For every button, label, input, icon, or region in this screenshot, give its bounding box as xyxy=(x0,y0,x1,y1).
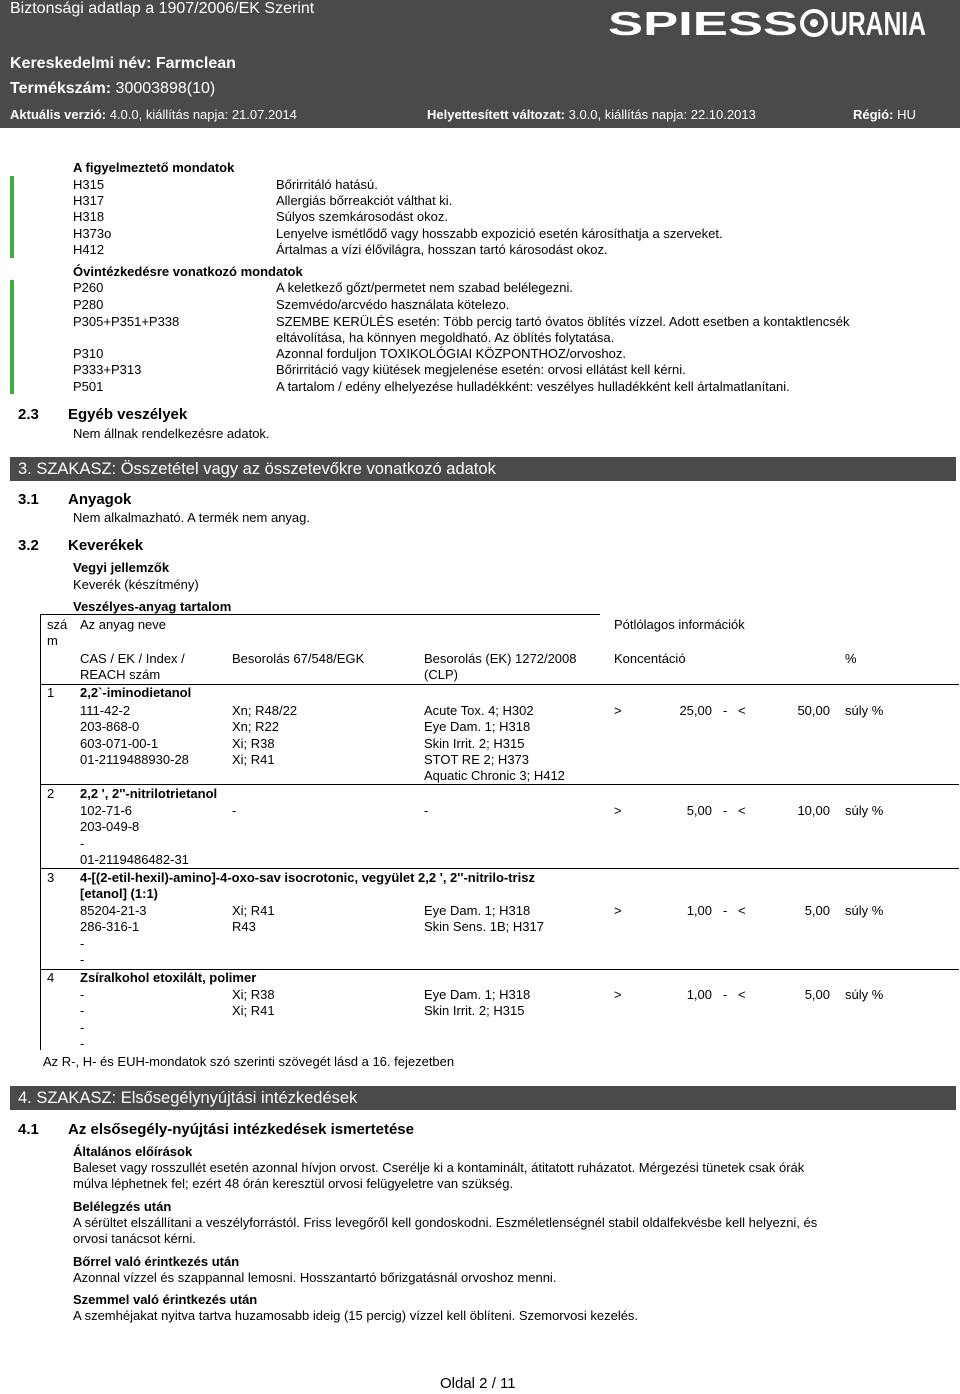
section-3-header: 3. SZAKASZ: Összetétel vagy az összetevőkre vonatkozó adatok xyxy=(10,457,956,481)
classification-clp: Eye Dam. 1; H318 xyxy=(424,903,531,918)
conc-dash: - xyxy=(723,987,728,1002)
classification-clp: Aquatic Chronic 3; H412 xyxy=(424,768,565,783)
substance-id: 286-316-1 xyxy=(80,919,140,934)
precaution-text: Bőrirritáció vagy kiütések megjelenése esetén: orvosi ellátást kell kérni. xyxy=(276,362,686,377)
conc-gt: > xyxy=(614,703,622,718)
section-number: 3.1 xyxy=(18,491,39,508)
chem-title: Vegyi jellemzők xyxy=(73,560,170,575)
firstaid-title: Általános előírások xyxy=(73,1144,193,1159)
substance-name: Zsíralkohol etoxilált, polimer xyxy=(80,970,257,985)
substance-id: - xyxy=(80,1020,85,1035)
table-header-clp: Besorolás (EK) 1272/2008 xyxy=(424,651,577,666)
table-header-percent: % xyxy=(845,651,857,666)
conc-low: 25,00 xyxy=(679,703,712,718)
precaution-text: Szemvédo/arcvédo használata kötelezo. xyxy=(276,297,510,312)
classification-clp: Eye Dam. 1; H318 xyxy=(424,987,531,1002)
conc-high: 50,00 xyxy=(797,703,830,718)
classification-clp: STOT RE 2; H373 xyxy=(424,752,530,767)
classification-67: Xi; R41 xyxy=(232,752,275,767)
classification-67: Xi; R38 xyxy=(232,987,275,1002)
precaution-text: SZEMBE KERÜLÉS esetén: Több percig tartó óvatos öblítés vízzel. Adott esetben a kontaktlencsék xyxy=(276,314,850,329)
substance-id: - xyxy=(80,836,85,851)
substance-id: 203-868-0 xyxy=(80,719,140,734)
substance-id: - xyxy=(80,1003,85,1018)
conc-dash: - xyxy=(723,703,728,718)
section-number: 2.3 xyxy=(18,406,39,423)
hazard-text: Súlyos szemkárosodást okoz. xyxy=(276,209,448,224)
conc-lt: < xyxy=(738,903,746,918)
hazard-code: H318 xyxy=(73,209,105,224)
conc-high: 5,00 xyxy=(804,987,830,1002)
conc-low: 1,00 xyxy=(686,987,712,1002)
firstaid-text: A sérültet elszállítani a veszélyforrástól. Friss levegőről kell gondoskodni. Eszméletlenségnél stabil oldalfekvésbe kell helyezni, és xyxy=(73,1215,818,1230)
substance-id: 01-2119488930-28 xyxy=(80,752,189,767)
hazard-code: H317 xyxy=(73,193,105,208)
precaution-title: Óvintézkedésre vonatkozó mondatok xyxy=(73,264,303,279)
precaution-code: P280 xyxy=(73,297,104,312)
conc-gt: > xyxy=(614,987,622,1002)
svg-text:SPIESS: SPIESS xyxy=(608,5,798,42)
conc-dash: - xyxy=(723,803,728,818)
row-number: 4 xyxy=(47,970,55,985)
section-title: Keverékek xyxy=(68,537,144,554)
classification-67: Xi; R41 xyxy=(232,903,275,918)
conc-gt: > xyxy=(614,903,622,918)
substance-id: 203-049-8 xyxy=(80,819,140,834)
firstaid-text: Baleset vagy rosszullét esetén azonnal hívjon orvost. Cserélje ki a kontaminált, átitatott ruházatot. Mérgezési tünetek csak órák xyxy=(73,1160,805,1175)
product-number: Termékszám: 30003898(10) xyxy=(10,80,216,97)
table-header-cas: CAS / EK / Index / xyxy=(80,651,185,666)
substance-id: 111-42-2 xyxy=(80,703,131,718)
classification-67: - xyxy=(232,803,237,818)
classification-67: Xi; R41 xyxy=(232,1003,275,1018)
substance-id: 102-71-6 xyxy=(80,803,133,818)
classification-67: Xn; R48/22 xyxy=(232,703,298,718)
conc-unit: súly % xyxy=(845,703,884,718)
hazard-code: H373o xyxy=(73,226,112,241)
change-bar xyxy=(10,176,14,258)
hazard-code: H412 xyxy=(73,242,105,257)
table-note: Az R-, H- és EUH-mondatok szó szerinti szövegét lásd a 16. fejezetben xyxy=(43,1054,455,1069)
precaution-text: eltávolítása, ha könnyen megoldható. Az öblítés folytatása. xyxy=(276,330,615,345)
chem-text: Keverék (készítmény) xyxy=(73,577,199,592)
row-number: 2 xyxy=(47,786,55,801)
table-header-number: m xyxy=(47,633,58,648)
classification-67: Xn; R22 xyxy=(232,719,279,734)
section-title: Anyagok xyxy=(68,491,132,508)
conc-unit: súly % xyxy=(845,987,884,1002)
precaution-text: A keletkező gőzt/permetet nem szabad belélegezni. xyxy=(276,280,574,295)
precaution-code: P501 xyxy=(73,379,104,394)
precaution-code: P333+P313 xyxy=(73,362,142,377)
section-4-header: 4. SZAKASZ: Elsősegélynyújtási intézkedések xyxy=(10,1086,956,1110)
hazardous-content-title: Veszélyes-anyag tartalom xyxy=(73,599,232,614)
firstaid-title: Belélegzés után xyxy=(73,1199,172,1214)
precaution-text: A tartalom / edény elhelyezése hulladékként: veszélyes hulladékként kell ártalmatlanítani. xyxy=(276,379,790,394)
version-bar: Aktuális verzió: 4.0.0, kiállítás napja: 21.07.2014 Helyettesített változat: 3.0.0, kiállítás napja: 22.10.2013 Régió: HU xyxy=(0,104,960,128)
document-header xyxy=(0,0,960,104)
hazard-title: A figyelmeztető mondatok xyxy=(73,160,235,175)
substance-id: - xyxy=(80,987,85,1002)
table-header-concentration: Koncentáció xyxy=(614,651,686,666)
firstaid-text: orvosi tanácsot kérni. xyxy=(73,1231,196,1246)
conc-high: 5,00 xyxy=(804,903,830,918)
document-title: Biztonsági adatlap a 1907/2006/EK Szerint xyxy=(10,0,315,17)
hazard-text: Ártalmas a vízi élővilágra, hosszan tartó károsodást okoz. xyxy=(276,242,608,257)
firstaid-text: Azonnal vízzel és szappannal lemosni. Hosszantartó bőrizgatásnál orvoshoz menni. xyxy=(73,1270,557,1285)
section-title: Az elsősegély-nyújtási intézkedések ismertetése xyxy=(68,1121,414,1138)
substance-id: - xyxy=(80,936,85,951)
firstaid-text: A szemhéjakat nyitva tartva huzamosabb ideig (15 percig) vízzel kell öblíteni. Szemorvosi kezelés. xyxy=(73,1308,639,1323)
conc-lt: < xyxy=(738,803,746,818)
row-number: 3 xyxy=(47,870,55,885)
spiess-urania-logo xyxy=(608,6,926,40)
trade-name: Kereskedelmi név: Farmclean xyxy=(10,55,236,72)
hazard-text: Lenyelve ismétlődő vagy hosszabb expozició esetén károsíthatja a szerveket. xyxy=(276,226,723,241)
conc-low: 5,00 xyxy=(686,803,712,818)
section-text: Nem állnak rendelkezésre adatok. xyxy=(73,426,270,441)
row-number: 1 xyxy=(47,685,55,700)
precaution-code: P260 xyxy=(73,280,104,295)
table-header-name: Az anyag neve xyxy=(80,617,167,632)
substance-name: 2,2`-iminodietanol xyxy=(80,685,192,700)
hazard-text: Allergiás bőrreakciót válthat ki. xyxy=(276,193,453,208)
section-number: 4.1 xyxy=(18,1121,39,1138)
classification-clp: Eye Dam. 1; H318 xyxy=(424,719,531,734)
precaution-code: P310 xyxy=(73,346,104,361)
substance-id: - xyxy=(80,952,85,967)
change-bar xyxy=(10,280,14,394)
classification-67: R43 xyxy=(232,919,256,934)
firstaid-title: Szemmel való érintkezés után xyxy=(73,1292,258,1307)
classification-clp: - xyxy=(424,803,429,818)
table-header-class67: Besorolás 67/548/EGK xyxy=(232,651,365,666)
substance-id: 85204-21-3 xyxy=(80,903,147,918)
table-header-number: szá xyxy=(47,617,68,632)
substance-id: - xyxy=(80,1036,85,1051)
precaution-text: Azonnal forduljon TOXIKOLÓGIAI KÖZPONTHOZ/orvoshoz. xyxy=(276,346,626,361)
precaution-code: P305+P351+P338 xyxy=(73,314,180,329)
conc-unit: súly % xyxy=(845,903,884,918)
classification-clp: Acute Tox. 4; H302 xyxy=(424,703,534,718)
substance-name: 2,2 ', 2''-nitrilotrietanol xyxy=(80,786,218,801)
substance-id: 603-071-00-1 xyxy=(80,736,159,751)
conc-gt: > xyxy=(614,803,622,818)
conc-dash: - xyxy=(723,903,728,918)
conc-lt: < xyxy=(738,703,746,718)
section-number: 3.2 xyxy=(18,537,39,554)
page-number: Oldal 2 / 11 xyxy=(440,1375,516,1392)
table-header-extra: Pótlólagos információk xyxy=(614,617,745,632)
classification-67: Xi; R38 xyxy=(232,736,275,751)
conc-low: 1,00 xyxy=(686,903,712,918)
svg-text:URANIA: URANIA xyxy=(830,5,926,42)
table-header-clp: (CLP) xyxy=(424,667,458,682)
classification-clp: Skin Sens. 1B; H317 xyxy=(424,919,544,934)
substance-name: 4-[(2-etil-hexil)-amino]-4-oxo-sav isocrotonic, vegyület 2,2 ', 2''-nitrilo-trisz xyxy=(80,870,535,885)
table-header-cas: REACH szám xyxy=(80,667,161,682)
section-text: Nem alkalmazható. A termék nem anyag. xyxy=(73,510,311,525)
hazard-text: Bőrirritáló hatású. xyxy=(276,177,378,192)
classification-clp: Skin Irrit. 2; H315 xyxy=(424,1003,525,1018)
firstaid-title: Bőrrel való érintkezés után xyxy=(73,1254,240,1269)
firstaid-text: múlva léphetnek fel; ezért 48 órán keresztül orvosi felügyeletre van szükség. xyxy=(73,1176,514,1191)
classification-clp: Skin Irrit. 2; H315 xyxy=(424,736,525,751)
section-title: Egyéb veszélyek xyxy=(68,406,188,423)
hazard-code: H315 xyxy=(73,177,105,192)
conc-lt: < xyxy=(738,987,746,1002)
conc-unit: súly % xyxy=(845,803,884,818)
substance-name: [etanol] (1:1) xyxy=(80,886,158,901)
substance-id: 01-2119486482-31 xyxy=(80,852,189,867)
conc-high: 10,00 xyxy=(797,803,830,818)
